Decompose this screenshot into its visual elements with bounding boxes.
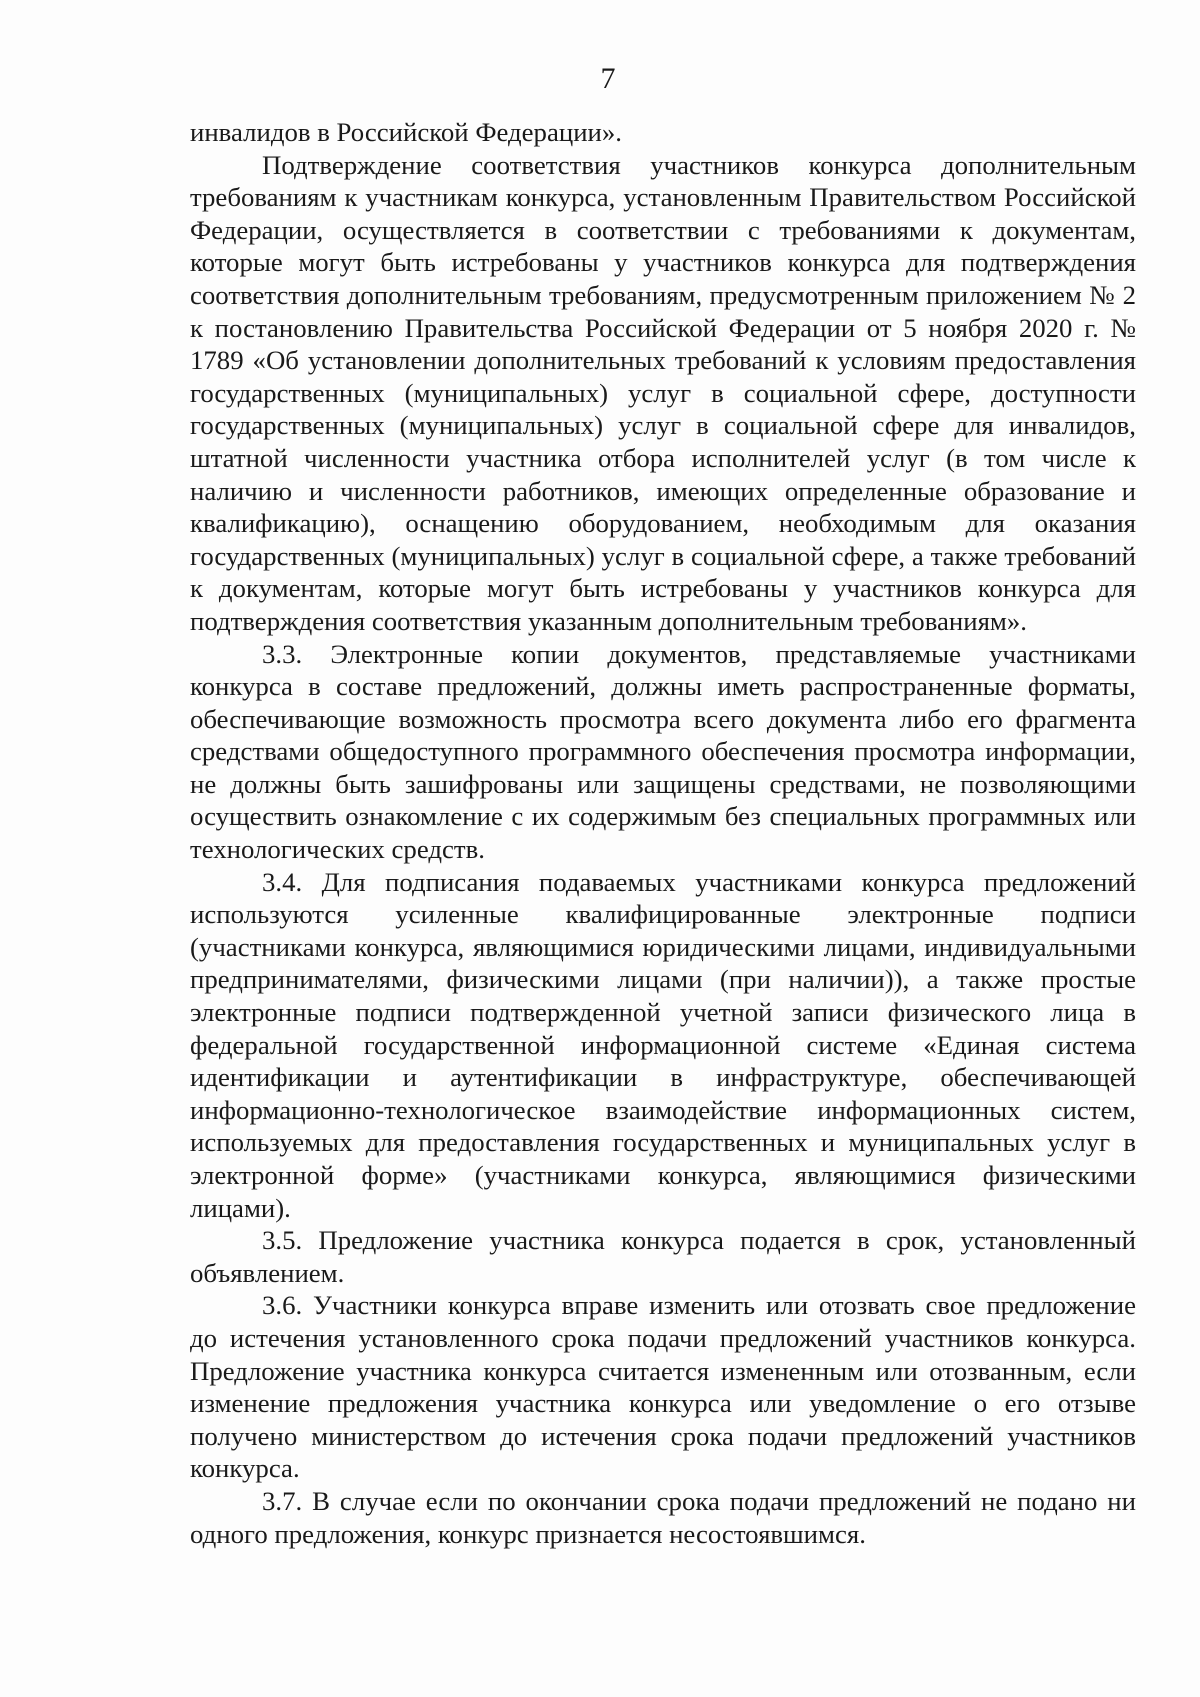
document-body (190, 116, 1136, 1550)
paragraph-3-4: 3.4. Для подписания подаваемых участниками конкурса предложений используются усиленные квалифицированные электронные подписи (участниками конкурса, являющимися юридическими лицами, индивидуальными предпринимателями, физическими лицами (при наличии)), а также простые электронные подписи подтвержденной учетной записи физического лица в федеральной государственной информационной системе «Единая система идентификации и аутентификации в инфраструктуре, обеспечивающей информационно-технологическое взаимодействие информационных систем, используемых для предоставления государственных и муниципальных услуг в электронной форме» (участниками конкурса, являющимися физическими лицами). (190, 866, 1136, 1223)
paragraph-confirmation: Подтверждение соответствия участников конкурса дополнительным требованиям к участникам конкурса, установленным Правительством Российской Федерации, осуществляется в соответствии с требованиями к документам, которые могут быть истребованы у участников конкурса для подтверждения соответствия дополнительным требованиям, предусмотренным приложением № 2 к постановлению Правительства Российской Федерации от 5 ноября 2020 г. № 1789 «Об установлении дополнительных требований к условиям предоставления государственных (муниципальных) услуг в социальной сфере, доступности государственных (муниципальных) услуг в социальной сфере для инвалидов, штатной численности участника отбора исполнителей услуг (в том числе к наличию и численности работников, имеющих определенные образование и квалификацию), оснащению оборудованием, необходимым для оказания государственных (муниципальных) услуг в социальной сфере, а также требований к документам, которые могут быть истребованы у участников конкурса для подтверждения соответствия указанным дополнительным требованиям». (190, 149, 1136, 636)
paragraph-3-6: 3.6. Участники конкурса вправе изменить или отозвать свое предложение до истечения установленного срока подачи предложений участников конкурса. Предложение участника конкурса считается измененным или отозванным, если изменение предложения участника конкурса или уведомление о его отзыве получено министерством до истечения срока подачи предложений участников конкурса. (190, 1290, 1136, 1484)
paragraph-3-3: 3.3. Электронные копии документов, представляемые участниками конкурса в составе предложений, должны иметь распространенные форматы, обеспечивающие возможность просмотра всего документа либо его фрагмента средствами общедоступного программного обеспечения просмотра информации, не должны быть зашифрованы или защищены средствами, не позволяющими осуществить ознакомление с их содержимым без специальных программных или технологических средств. (190, 638, 1136, 865)
paragraph-continuation: инвалидов в Российской Федерации». (190, 117, 622, 147)
paragraph-3-7: 3.7. В случае если по окончании срока подачи предложений не подано ни одного предложения, конкурс признается несостоявшимся. (190, 1485, 1136, 1549)
page-number: 7 (600, 62, 616, 95)
paragraph-3-5: 3.5. Предложение участника конкурса подается в срок, установленный объявлением. (190, 1225, 1136, 1288)
